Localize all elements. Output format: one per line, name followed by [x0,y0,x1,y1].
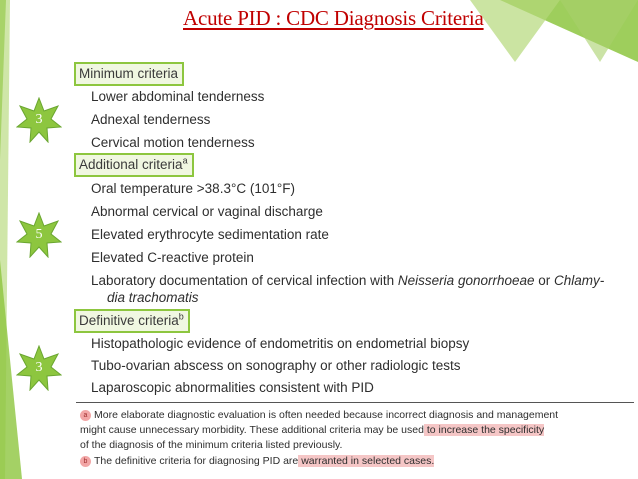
footnote-text: might cause unnecessary morbidity. These additional criteria may be used [80,424,424,436]
header-label: Minimum criteria [79,66,179,81]
criteria-item: Elevated erythrocyte sedimentation rate [91,227,329,242]
item-italic: Neisseria gonorrhoeae [397,273,535,288]
criteria-item-long [91,272,604,289]
criteria-item: Oral temperature >38.3°C (101°F) [91,181,296,196]
item-text: or [534,273,555,288]
footnote-a-marker: a [80,410,91,421]
footnote-text: of the diagnosis of the minimum criteria listed previously. [80,439,343,451]
footnote-a-line1 [80,408,558,422]
footnote-divider [76,402,634,403]
footnote-text: The definitive criteria for diagnosing PID are [94,455,299,467]
count-star-badge [16,212,62,258]
footnote-a-line2 [80,423,544,437]
item-text: Laboratory documentation of cervical infection with [91,273,398,288]
criteria-item: Lower abdominal tenderness [91,89,265,104]
criteria-item: Laparoscopic abnormalities consistent with PID [91,380,374,395]
count-label: 3 [35,112,43,127]
footnote-marker: b [178,311,184,322]
count-star-badge [16,97,62,143]
header-label: Definitive criteria [79,313,179,328]
count-label: 3 [35,360,43,375]
criteria-item: Cervical motion tenderness [91,135,255,150]
footnote-a-line3 [80,438,342,452]
definitive-criteria-header [74,309,190,333]
minimum-criteria-header [74,62,184,86]
count-label: 5 [35,227,43,242]
additional-criteria-header [74,153,194,177]
criteria-item: Abnormal cervical or vaginal discharge [91,204,323,219]
footnote-marker: a [182,155,188,166]
item-italic: dia trachomatis [107,290,199,305]
count-star-badge [16,345,62,391]
footnote-highlight: warranted in selected cases. [298,455,435,467]
criteria-item: Histopathologic evidence of endometritis on endometrial biopsy [91,336,470,351]
footnote-text: More elaborate diagnostic evaluation is often needed because incorrect diagnosis and management [94,409,559,421]
criteria-item-continuation [107,289,199,306]
criteria-item: Tubo-ovarian abscess on sonography or other radiologic tests [91,358,461,373]
criteria-item: Elevated C-reactive protein [91,250,254,265]
slide-title: Acute PID : CDC Diagnosis Criteria [183,6,484,30]
footnote-highlight: to increase the specificity [423,424,545,436]
footnote-b-marker: b [80,456,91,467]
header-label: Additional criteria [79,157,183,172]
footnote-b-line [80,454,434,468]
criteria-item: Adnexal tenderness [91,112,211,127]
item-italic: Chlamy- [554,273,605,288]
